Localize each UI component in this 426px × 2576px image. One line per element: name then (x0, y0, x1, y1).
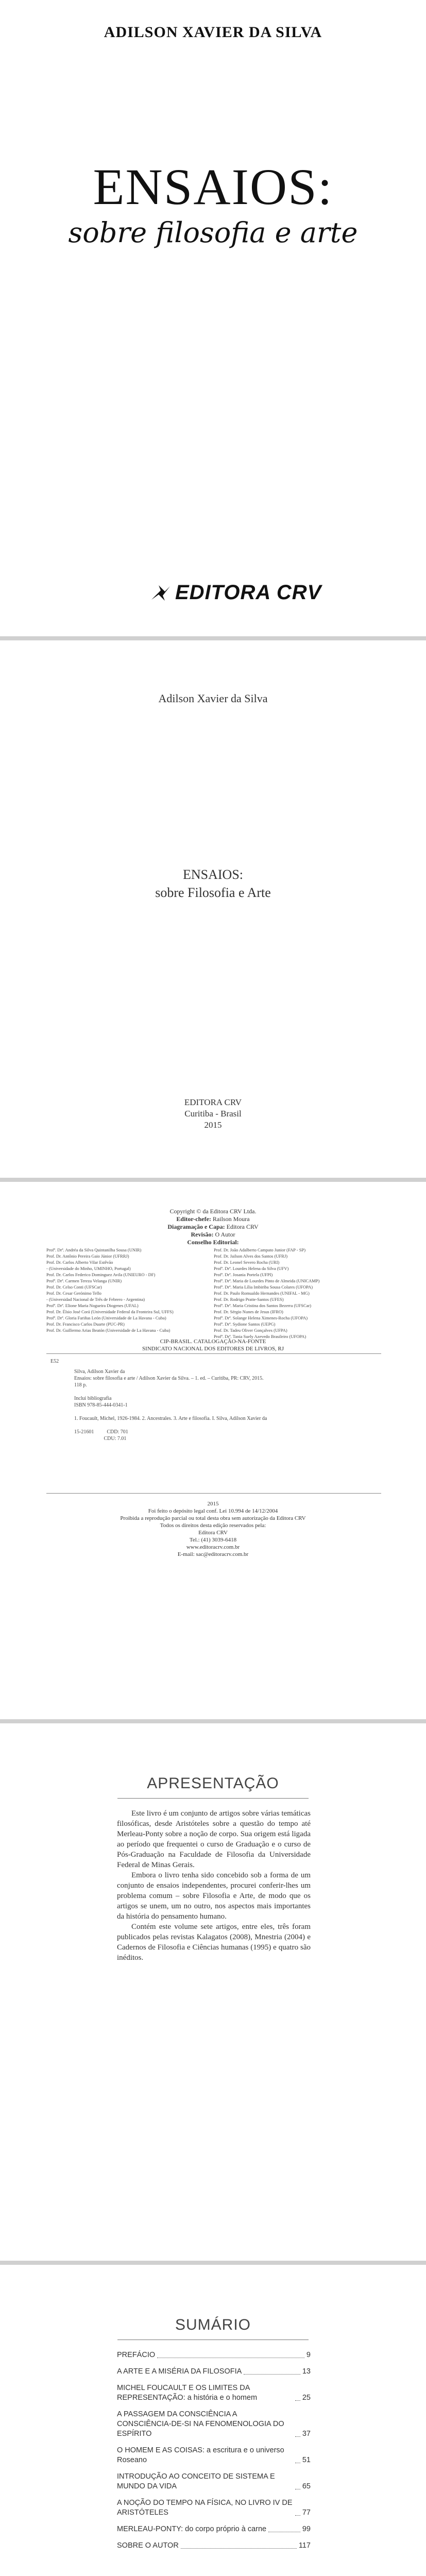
board-right-column (214, 1247, 381, 1340)
title-page-author: Adilson Xavier da Silva (158, 692, 268, 705)
publisher-logo (149, 580, 321, 605)
page-separator (0, 1719, 426, 1723)
copyright-page (0, 1182, 426, 1719)
toc-entry[interactable]: A NOÇÃO DO TEMPO NA FÍSICA, NO LIVRO IV DE ARISTÓTELES 77 (117, 2499, 311, 2517)
title-page-title: ENSAIOS: (182, 867, 243, 882)
toc-list (117, 2350, 311, 2557)
board-member: Prof. Dr. Jailson Alves dos Santos (UFRJ) (214, 1253, 288, 1259)
page-separator (0, 2261, 426, 2265)
toc-entry[interactable]: A ARTE E A MISÉRIA DA FILOSOFIA 13 (117, 2367, 311, 2376)
board-member: Profª. Drª. Maria de Lourdes Pinto de Almeida (UNICAMP) (214, 1278, 320, 1283)
board-member: Prof. Dr. Sérgio Nunes de Jesus (IFRO) (214, 1309, 283, 1314)
cip-line: 1. Foucault, Michel, 1926-1984. 2. Ancestrales. 3. Arte e filosofia. I. Silva, Adilson Xavier da (74, 1416, 267, 1421)
design-line: Diagramação e Capa: Editora CRV (167, 1223, 259, 1230)
toc-entry[interactable]: O HOMEM E AS COISAS: a escritura e o universo Roseano 51 (117, 2446, 311, 2464)
board-title: Conselho Editorial: (187, 1239, 239, 1246)
cover-page (0, 0, 426, 636)
publisher-logo-icon (149, 581, 172, 604)
board-member: Profª. Drª. Tania Suely Azevedo Brasileiro (UFOPA) (214, 1334, 306, 1339)
publisher-logo-text: EDITORA CRV (175, 581, 322, 604)
page-separator (0, 1178, 426, 1182)
toc-entry[interactable]: PREFÁCIO 9 (117, 2351, 311, 2359)
toc-entry[interactable]: SOBRE O AUTOR 117 (117, 2541, 311, 2550)
page-separator (0, 636, 426, 640)
board-member: Profª. Drª. Sydione Santos (UEPG) (214, 1321, 276, 1327)
copyright-line: Copyright © da Editora CRV Ltda. (169, 1208, 257, 1215)
board-member: Profª. Drª. Andréa da Silva Quintanilha Sousa (UNIR) (46, 1247, 142, 1252)
toc-entry[interactable]: MICHEL FOUCAULT E OS LIMITES DA REPRESENTAÇÃO: a história e o homem 25 (117, 2384, 311, 2402)
toc-page (0, 2265, 426, 2576)
board-member: Prof. Dr. Tadeu Oliver Gonçalves (UFPA) (214, 1328, 287, 1333)
cip-body (74, 1368, 363, 1449)
board-member: Profª. Drª. Lourdes Helena da Silva (UFV) (214, 1266, 289, 1271)
board-member: Prof. Dr. João Adalberto Campato Junior (FAP - SP) (214, 1247, 306, 1252)
copyright-block (0, 1208, 426, 1246)
copyright-footer: 2015 Foi feito o depósito legal conf. Lei 10.994 de 14/12/2004 Proibida a reprodução parcial ou total desta obra sem autorização da Editora CRV Todos os direitos desta edição reservados pela: Editora CRV Tel.: (41) 3039-6418 www.editoracrv.com.br E-mail: sac@editoracrv.com.br (120, 1501, 306, 1557)
cover-title: ENSAIOS: (93, 158, 333, 215)
board-member: Prof. Dr. Carlos Alberto Vilar Estêvão (46, 1260, 113, 1265)
cip-record (46, 1353, 381, 1494)
presentation-paragraph: Contém este volume sete artigos, entre eles, três foram publicados pelas revistas Kalagatos (2008), Mnestria (2004) e Cadernos de Filosofia e Ciências humanas (1995) e quatro são inéditos. (117, 1923, 311, 1962)
board-member: Profª. Drª. Maria Cristina dos Santos Bezerra (UFSCar) (214, 1303, 312, 1308)
editorial-board (46, 1247, 381, 1340)
cip-line: Inclui bibliografia ISBN 978-85-444-0341-1 (74, 1396, 128, 1408)
presentation-text (117, 1808, 311, 1963)
title-page (0, 640, 426, 1178)
title-page-publisher: EDITORA CRV (184, 1097, 242, 1107)
title-page-subtitle: sobre Filosofia e Arte (155, 885, 271, 900)
board-member: Profª. Drª. Maria Lília Imbiriba Sousa Colares (UFOPA) (214, 1284, 313, 1290)
board-member: Profª. Drª. Solange Helena Ximenes-Rocha (UFOPA) (214, 1315, 308, 1320)
board-member: - (Universidade do Minho, UMINHO, Portugal) (46, 1266, 131, 1271)
presentation-paragraph: Este livro é um conjunto de artigos sobre várias temáticas filosóficas, desde Aristóteles sobre a questão do tempo até Merleau-Ponty sobre a noção de corpo. Sua origem está ligada ao período que frequentei o curso de Graduação e o curso de Pós-Graduação na Faculdade de Filosofia da Universidade Federal de Minas Gerais. (117, 1809, 311, 1869)
heading-rule (117, 1798, 309, 1799)
board-member: Prof. Dr. Rodrigo Pratte-Santos (UFES) (214, 1297, 284, 1302)
title-page-imprint (0, 1097, 426, 1131)
board-member: Profª. Drª. Josania Portela (UFPI) (214, 1272, 273, 1277)
board-member: Profª. Drª. Elione Maria Nogueira Diogenes (UFAL) (46, 1303, 139, 1308)
board-member: Prof. Dr. Cesar Gerónimo Tello (46, 1291, 101, 1296)
review-line: Revisão: O Autor (191, 1231, 235, 1238)
board-left-column (46, 1247, 214, 1340)
board-member: Prof. Dr. Guillermo Arias Beatón (Universidade de La Havana - Cuba) (46, 1328, 171, 1333)
cover-subtitle: sobre filosofia e arte (68, 216, 358, 249)
board-member: Prof. Dr. Leonel Severo Rocha (URI) (214, 1260, 280, 1265)
board-member: Prof. Dr. Paulo Romualdo Hernandes (UNIFAL - MG) (214, 1291, 310, 1296)
presentation-heading: APRESENTAÇÃO (147, 1775, 279, 1792)
board-member: Prof. Dr. Francisco Carlos Duarte (PUC-PR) (46, 1321, 125, 1327)
board-member: Prof. Dr. Carlos Federico Dominguez Avila (UNIEURO - DF) (46, 1272, 156, 1277)
presentation-page (0, 1723, 426, 2261)
board-member: Prof. Dr. Élsio José Corá (Universidade Federal da Fronteira Sul, UFFS) (46, 1309, 174, 1314)
title-page-year: 2015 (204, 1120, 222, 1130)
presentation-paragraph: Embora o livro tenha sido concebido sob a forma de um conjunto de ensaios independentes, procurei conferir-lhes um problema comum – sobre Filosofia e Arte, de modo que os artigos se unem, um no outro, nos aspectos mais importantes da história do pensamento humano. (117, 1871, 311, 1921)
editor-line: Editor-chefe: Railson Moura (176, 1215, 250, 1223)
cip-line: 15-21601 CDD: 701 CDU: 7.01 (74, 1429, 128, 1442)
cip-code: E52 (50, 1359, 59, 1364)
toc-heading: SUMÁRIO (175, 2316, 251, 2333)
toc-entry[interactable]: INTRODUÇÃO AO CONCEITO DE SISTEMA E MUNDO DA VIDA 65 (117, 2472, 311, 2490)
board-member: Profª. Drª. Carmen Tereza Velanga (UNIR) (46, 1278, 122, 1283)
board-member: - (Universidad Nacional de Três de Febrero - Argentina) (46, 1297, 145, 1302)
board-member: Prof. Dr. Celso Conti (UFSCar) (46, 1284, 102, 1290)
board-member: Profª. Drª. Gloria Fariñas León (Universidade de La Havana - Cuba) (46, 1315, 166, 1320)
cover-author: ADILSON XAVIER DA SILVA (104, 24, 322, 41)
board-member: Prof. Dr. Antônio Pereira Gaio Júnior (UFRRJ) (46, 1253, 129, 1259)
title-page-city: Curitiba - Brasil (184, 1109, 242, 1118)
cip-line: Silva, Adilson Xavier da Ensaios: sobre filosofia e arte / Adilson Xavier da Silva. – 1. ed. – Curitiba, PR: CRV, 2015. 118 p. (74, 1369, 264, 1388)
cip-heading: CIP-BRASIL. CATALOGAÇÃO-NA-FONTE SINDICATO NACIONAL DOS EDITORES DE LIVROS, RJ (142, 1338, 284, 1352)
toc-entry[interactable]: MERLEAU-PONTY: do corpo próprio à carne 99 (117, 2525, 311, 2533)
toc-entry[interactable]: A PASSAGEM DA CONSCIÊNCIA A CONSCIÊNCIA-DE-SI NA FENOMENOLOGIA DO ESPÍRITO 37 (117, 2410, 311, 2438)
